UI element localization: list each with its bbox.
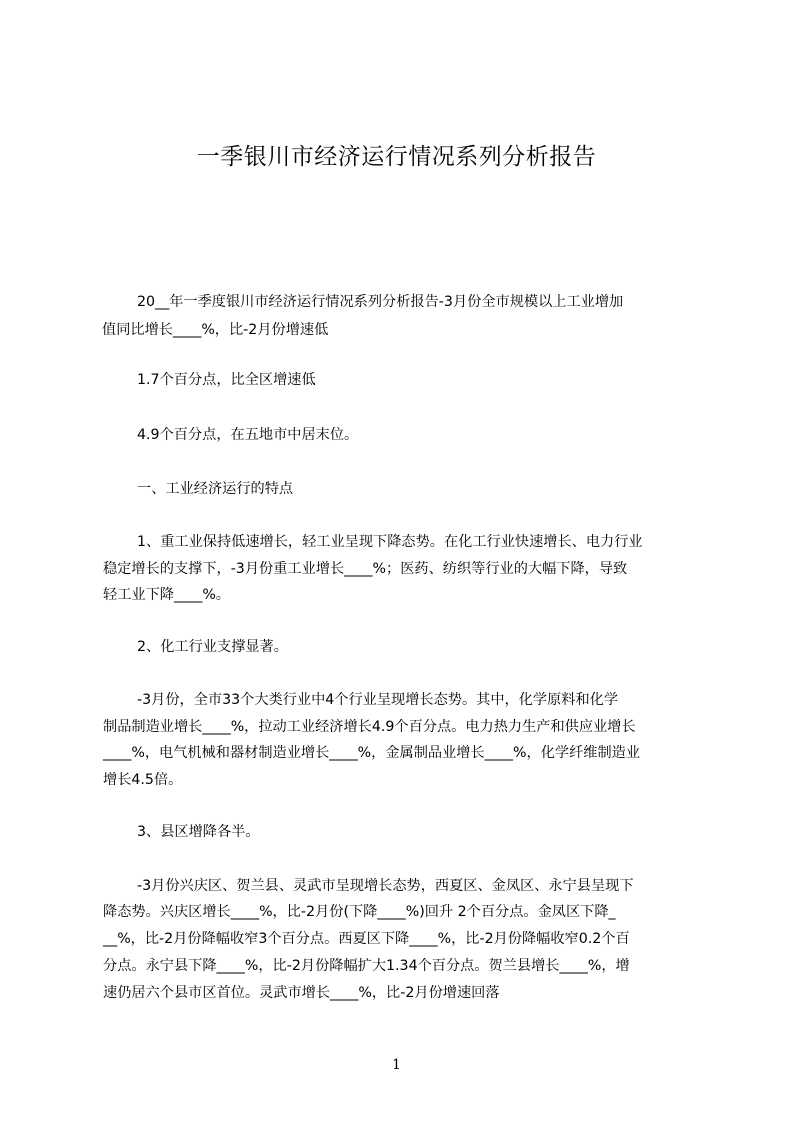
item-1-line-2: 稳定增长的支撑下，-3月份重工业增长____%；医药、纺织等行业的大幅下降，导致 xyxy=(103,561,628,577)
item-2-body-line-4: 增长4.5倍。 xyxy=(103,772,183,788)
item-2-body-line-3: ____%，电气机械和器材制造业增长____%，金属制品业增长____%，化学纤维制造业 xyxy=(103,745,641,761)
item-3-body-line-2: 降态势。兴庆区增长____%，比-2月份(下降____%)回升 2个百分点。金凤区下降_ xyxy=(103,904,616,920)
page-number: 1 xyxy=(392,1057,401,1073)
paragraph-1-line-2: 值同比增长____%，比-2月份增速低 xyxy=(102,322,329,338)
item-1-line-1: 1、重工业保持低速增长，轻工业呈现下降态势。在化工行业快速增长、电力行业 xyxy=(137,534,643,550)
document-title: 一季银川市经济运行情况系列分析报告 xyxy=(196,144,597,170)
item-3-body-line-1: -3月份兴庆区、贺兰县、灵武市呈现增长态势，西夏区、金凤区、永宁县呈现下 xyxy=(137,878,634,894)
section-heading-industrial-features: 一、工业经济运行的特点 xyxy=(137,481,294,497)
item-2-body-line-2: 制品制造业增长____%，拉动工业经济增长4.9个百分点。电力热力生产和供应业增长 xyxy=(103,719,636,735)
item-3-body-line-5: 速仍居六个县市区首位。灵武市增长____%，比-2月份增速回落 xyxy=(103,985,500,1001)
paragraph-3-line-1: 4.9个百分点，在五地市中居末位。 xyxy=(137,427,359,443)
paragraph-1-line-1: 20__年一季度银川市经济运行情况系列分析报告-3月份全市规模以上工业增加 xyxy=(137,294,624,310)
item-3-body-line-4: 分点。永宁县下降____%，比-2月份降幅扩大1.34个百分点。贺兰县增长____%，增 xyxy=(103,958,630,974)
item-3-heading: 3、县区增降各半。 xyxy=(137,824,260,840)
item-1-line-3: 轻工业下降____%。 xyxy=(103,587,230,603)
item-3-body-line-3: __%，比-2月份降幅收窄3个百分点。西夏区下降____%，比-2月份降幅收窄0.2个百 xyxy=(103,931,630,947)
item-2-body-line-1: -3月份，全市33个大类行业中4个行业呈现增长态势。其中，化学原料和化学 xyxy=(137,692,619,708)
paragraph-2-line-1: 1.7个百分点，比全区增速低 xyxy=(137,372,316,388)
item-2-heading: 2、化工行业支撑显著。 xyxy=(137,639,288,655)
